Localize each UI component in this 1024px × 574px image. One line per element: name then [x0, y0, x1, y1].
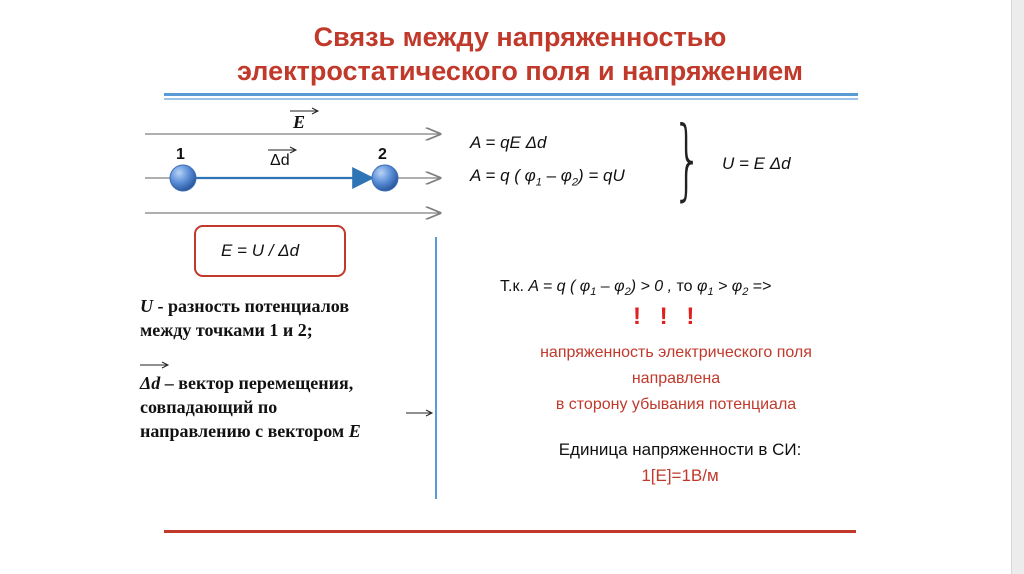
boxed-formula: [194, 225, 346, 277]
right-brace-icon: }: [672, 107, 703, 210]
displacement-label: Δd: [270, 152, 290, 169]
point-2-label: 2: [378, 146, 387, 163]
charge-point-1: [170, 165, 196, 191]
d-definition-line2: совпадающий по: [140, 397, 278, 417]
d-definition-line3: направлению с вектором E: [140, 421, 361, 441]
exclamation-marks: ! ! !: [633, 303, 701, 330]
voltage-result-formula: U = E Δd: [722, 154, 791, 173]
field-vector-label: E: [293, 112, 306, 132]
work-formula-2: A = q ( $\varphi_1 - \varphi_2$) = qU: [470, 166, 625, 189]
charge-point-2: [372, 165, 398, 191]
slide-title-line1: Связь между напряженностью: [313, 22, 727, 52]
bottom-rule: [164, 530, 856, 533]
field-diagram: [0, 0, 460, 230]
since-statement: Т.к. A = q ( $\varphi_1 - \varphi_2) > 0$ , то $\varphi_1 > \varphi_2$ =>: [500, 278, 772, 299]
slide-frame: [1012, 0, 1024, 574]
work-formula-1: A = qE Δd: [470, 133, 547, 152]
point-1-label: 1: [176, 146, 185, 163]
conclusion-line1: напряженность электрического поля: [540, 344, 812, 361]
conclusion-line2: направлена: [631, 370, 721, 387]
u-definition-line2: между точками 1 и 2;: [140, 320, 313, 340]
vector-arrow-icon: [404, 408, 434, 418]
u-definition-line1: U - разность потенциалов: [140, 296, 350, 316]
field-strength-formula: E = U / Δd: [221, 241, 300, 260]
si-unit-label: Единица напряженности в СИ:: [558, 440, 802, 459]
column-divider: [435, 237, 437, 499]
vector-arrow-icon: [138, 360, 172, 370]
slide-title-line2: электростатического поля и напряжением: [237, 56, 803, 86]
conclusion-line3: в сторону убывания потенциала: [555, 396, 797, 413]
si-unit-value: 1[E]=1В/м: [641, 466, 719, 485]
d-definition-line1: Δd – вектор перемещения,: [140, 373, 354, 393]
